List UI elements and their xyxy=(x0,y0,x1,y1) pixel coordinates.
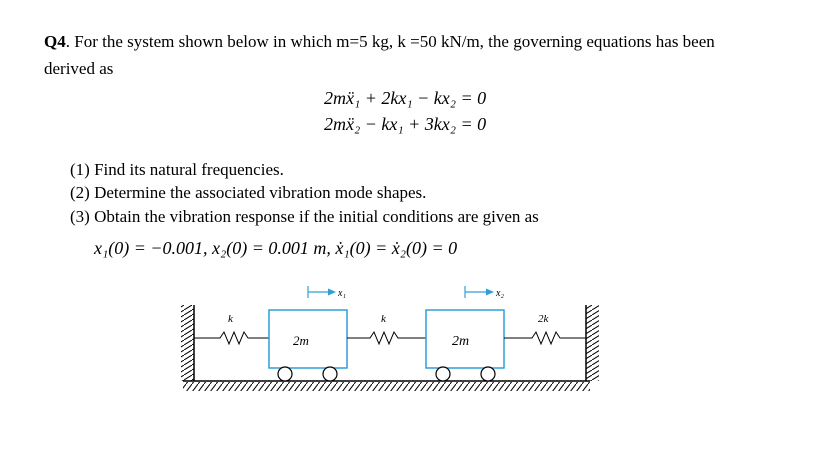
mass-2-label: 2m xyxy=(452,334,470,349)
displacement-arrow-2 xyxy=(465,286,494,298)
initial-conditions: x₁(0) = −0.001, x₂(0) = 0.001 m, ẋ₁(0) = ẋ₂(0) = 0 xyxy=(94,238,458,258)
spring-2-label: k xyxy=(381,313,386,325)
spring-1 xyxy=(194,332,269,344)
question-body: . For the system shown below in which m=5 kg, k =50 kN/m, the governing equations has been xyxy=(65,32,715,51)
displacement-1-label: x₁ xyxy=(338,288,346,299)
mass-1-wheel-right xyxy=(323,367,337,381)
spring-2 xyxy=(347,332,426,344)
task-2: (2) Determine the associated vibration mode shapes. xyxy=(70,183,427,202)
question-number: Q4 xyxy=(44,32,66,51)
right-wall xyxy=(586,305,599,381)
displacement-2-label: x₂ xyxy=(496,288,504,299)
mass-1-wheel-left xyxy=(278,367,292,381)
ground xyxy=(183,381,590,391)
task-1: (1) Find its natural frequencies. xyxy=(70,160,284,179)
mass-1-label: 2m xyxy=(293,333,309,348)
displacement-arrow-1 xyxy=(308,286,336,298)
mass-2-wheel-right xyxy=(481,367,495,381)
left-wall xyxy=(181,305,194,381)
question-text-continued: derived as xyxy=(44,59,114,78)
spring-3 xyxy=(504,332,586,344)
spring-3-label: 2k xyxy=(538,313,549,325)
spring-1-label: k xyxy=(228,313,233,325)
equation-2: 2mẍ₂ − kx₁ + 3kx₂ = 0 xyxy=(324,114,487,134)
task-3: (3) Obtain the vibration response if the initial conditions are given as xyxy=(70,207,539,226)
equation-1: 2mẍ₁ + 2kx₁ − kx₂ = 0 xyxy=(324,88,487,108)
mass-2-wheel-left xyxy=(436,367,450,381)
